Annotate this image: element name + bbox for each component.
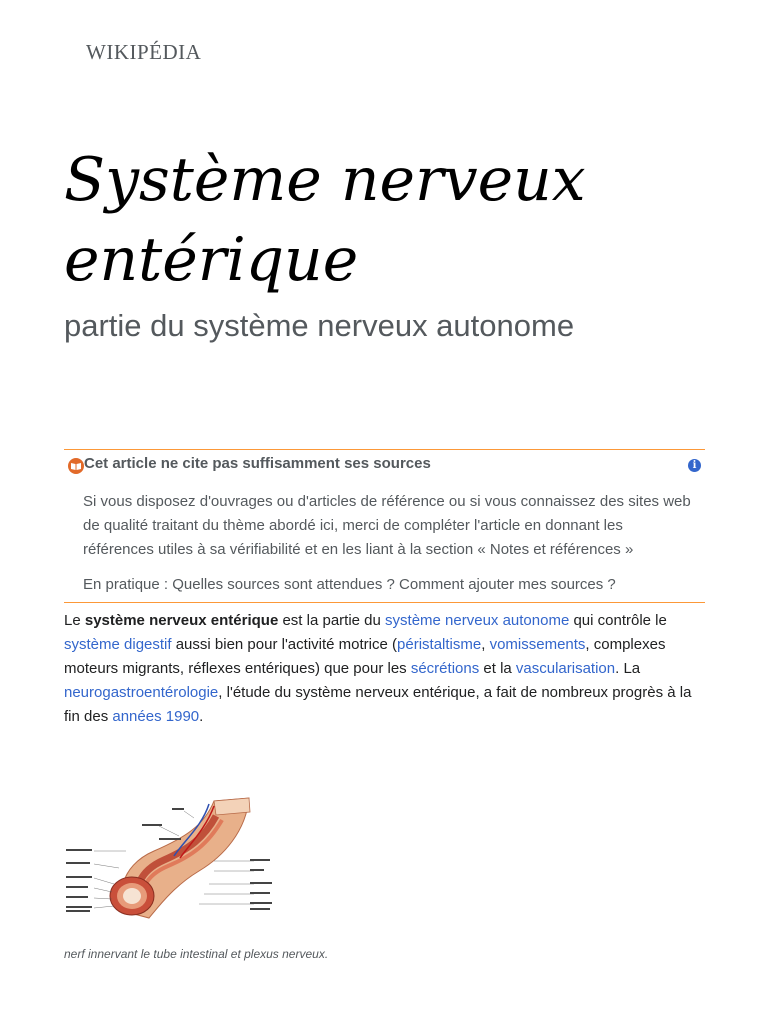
notice-practice-links[interactable]: En pratique : Quelles sources sont attendues ? Comment ajouter mes sources ? [83, 576, 616, 593]
bold-term: système nerveux entérique [84, 612, 279, 629]
link-systeme-digestif[interactable]: système digestif [64, 636, 172, 653]
link-neurogastroenterologie[interactable]: neurogastroentérologie [64, 684, 219, 701]
intestine-diagram-image[interactable] [64, 796, 274, 920]
link-secretions[interactable]: sécrétions [410, 660, 480, 677]
wikipedia-logo[interactable]: WIKIPÉDIA [86, 40, 202, 64]
book-icon [68, 458, 84, 474]
figure-caption: nerf innervant le tube intestinal et plexus nerveux. [64, 947, 329, 961]
link-annees-1990[interactable]: années 1990 [112, 708, 200, 725]
intro-paragraph: Le système nerveux entérique est la partie du système nerveux autonome qui contrôle le système digestif aussi bien pour l'activité motrice (péristaltisme, vomissements, complexes moteurs migrants, réflexes entériques) que pour les sécrétions et la vascularisation. La neurogastroentérologie, l'étude du système nerveux entérique, a fait de nombreux progrès à la fin des années 1990. [64, 612, 692, 725]
link-vomissements[interactable]: vomissements [489, 636, 586, 653]
sources-notice-box [64, 449, 705, 603]
notice-heading: Cet article ne cite pas suffisamment ses sources [84, 455, 431, 472]
notice-body: Si vous disposez d'ouvrages ou d'articles de référence ou si vous connaissez des sites web de qualité traitant du thème abordé ici, merci de compléter l'article en donnant les références utiles à sa vérifiabilité et en les liant à la section « Notes et références » [83, 493, 691, 558]
page-subtitle: partie du système nerveux autonome [64, 308, 575, 343]
page-title: Système nerveux entérique [64, 145, 586, 295]
info-icon[interactable]: i [688, 459, 701, 472]
link-peristaltisme[interactable]: péristaltisme [397, 636, 482, 653]
link-vascularisation[interactable]: vascularisation [515, 660, 616, 677]
link-systeme-nerveux-autonome[interactable]: système nerveux autonome [385, 612, 570, 629]
